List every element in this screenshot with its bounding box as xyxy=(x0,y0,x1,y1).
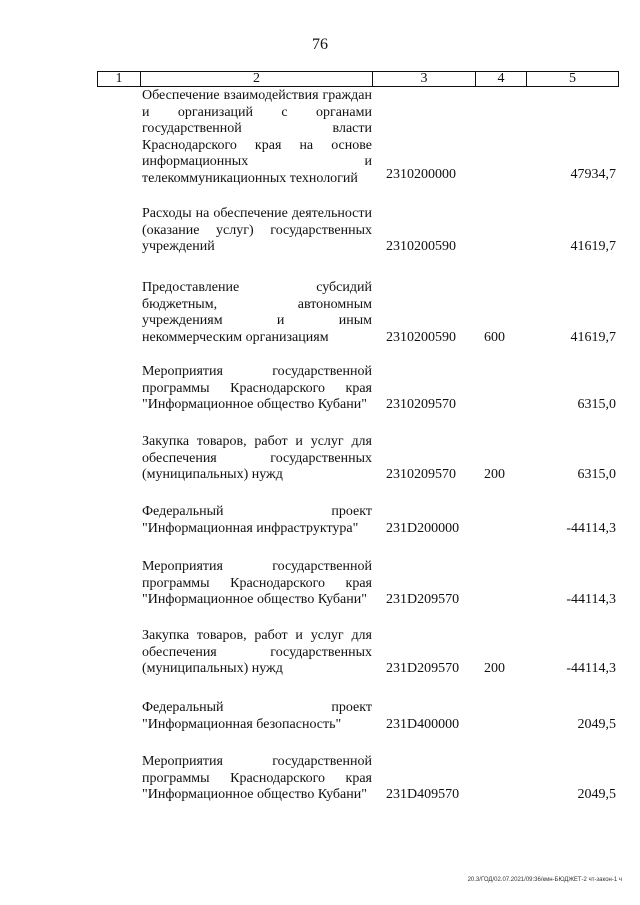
row-amount: 2049,5 xyxy=(577,787,616,802)
row-code: 2310200590 xyxy=(386,239,456,254)
row-amount: 41619,7 xyxy=(570,239,616,254)
row-code: 2310209570 xyxy=(386,397,456,412)
row-code: 2310200000 xyxy=(386,167,456,182)
row-type: 200 xyxy=(484,467,505,482)
row-amount: -44114,3 xyxy=(566,521,616,536)
row-amount: 6315,0 xyxy=(577,467,616,482)
header-col-4: 4 xyxy=(476,72,527,86)
row-description: Мероприятия государственной программы Краснодарского края "Информационное общество Кубани" xyxy=(142,364,372,412)
header-col-2: 2 xyxy=(141,72,373,86)
table-header xyxy=(97,71,619,87)
row-description: Расходы на обеспечение деятельности (оказание услуг) государственных учреждений xyxy=(142,206,372,254)
row-code: 2310209570 xyxy=(386,467,456,482)
row-description: Закупка товаров, работ и услуг для обеспечения государственных (муниципальных) нужд xyxy=(142,434,372,482)
header-col-3: 3 xyxy=(373,72,476,86)
page-number: 76 xyxy=(312,36,328,53)
row-code: 231D209570 xyxy=(386,592,460,607)
row-amount: 41619,7 xyxy=(570,330,616,345)
row-code: 231D209570 xyxy=(386,661,460,676)
row-code: 231D200000 xyxy=(386,521,460,536)
row-description: Закупка товаров, работ и услуг для обеспечения государственных (муниципальных) нужд xyxy=(142,628,372,676)
row-code: 2310200590 xyxy=(386,330,456,345)
row-description: Предоставление субсидий бюджетным, автономным учреждениям и иным некоммерческим организациям xyxy=(142,280,372,345)
row-type: 200 xyxy=(484,661,505,676)
row-description: Мероприятия государственной программы Краснодарского края "Информационное общество Кубани" xyxy=(142,559,372,607)
row-amount: -44114,3 xyxy=(566,592,616,607)
header-col-1: 1 xyxy=(98,72,141,86)
row-description: Обеспечение взаимодействия граждан и организаций с органами государственной власти Краснодарского края на основе информационных и телекоммуникационных технологий xyxy=(142,88,372,186)
row-description: Мероприятия государственной программы Краснодарского края "Информационное общество Кубани" xyxy=(142,754,372,802)
row-amount: 6315,0 xyxy=(577,397,616,412)
row-amount: -44114,3 xyxy=(566,661,616,676)
row-code: 231D400000 xyxy=(386,717,460,732)
row-description: Федеральный проект "Информационная инфраструктура" xyxy=(142,504,372,536)
row-amount: 2049,5 xyxy=(577,717,616,732)
row-code: 231D409570 xyxy=(386,787,460,802)
row-amount: 47934,7 xyxy=(570,167,616,182)
header-col-5: 5 xyxy=(569,71,576,86)
row-description: Федеральный проект "Информационная безопасность" xyxy=(142,700,372,732)
document-footer: 20.3/ГОД/02.07.2021/09:36/кмн-БЮДЖЕТ-2 чт-закон-1 ч xyxy=(467,877,622,883)
row-type: 600 xyxy=(484,330,505,345)
